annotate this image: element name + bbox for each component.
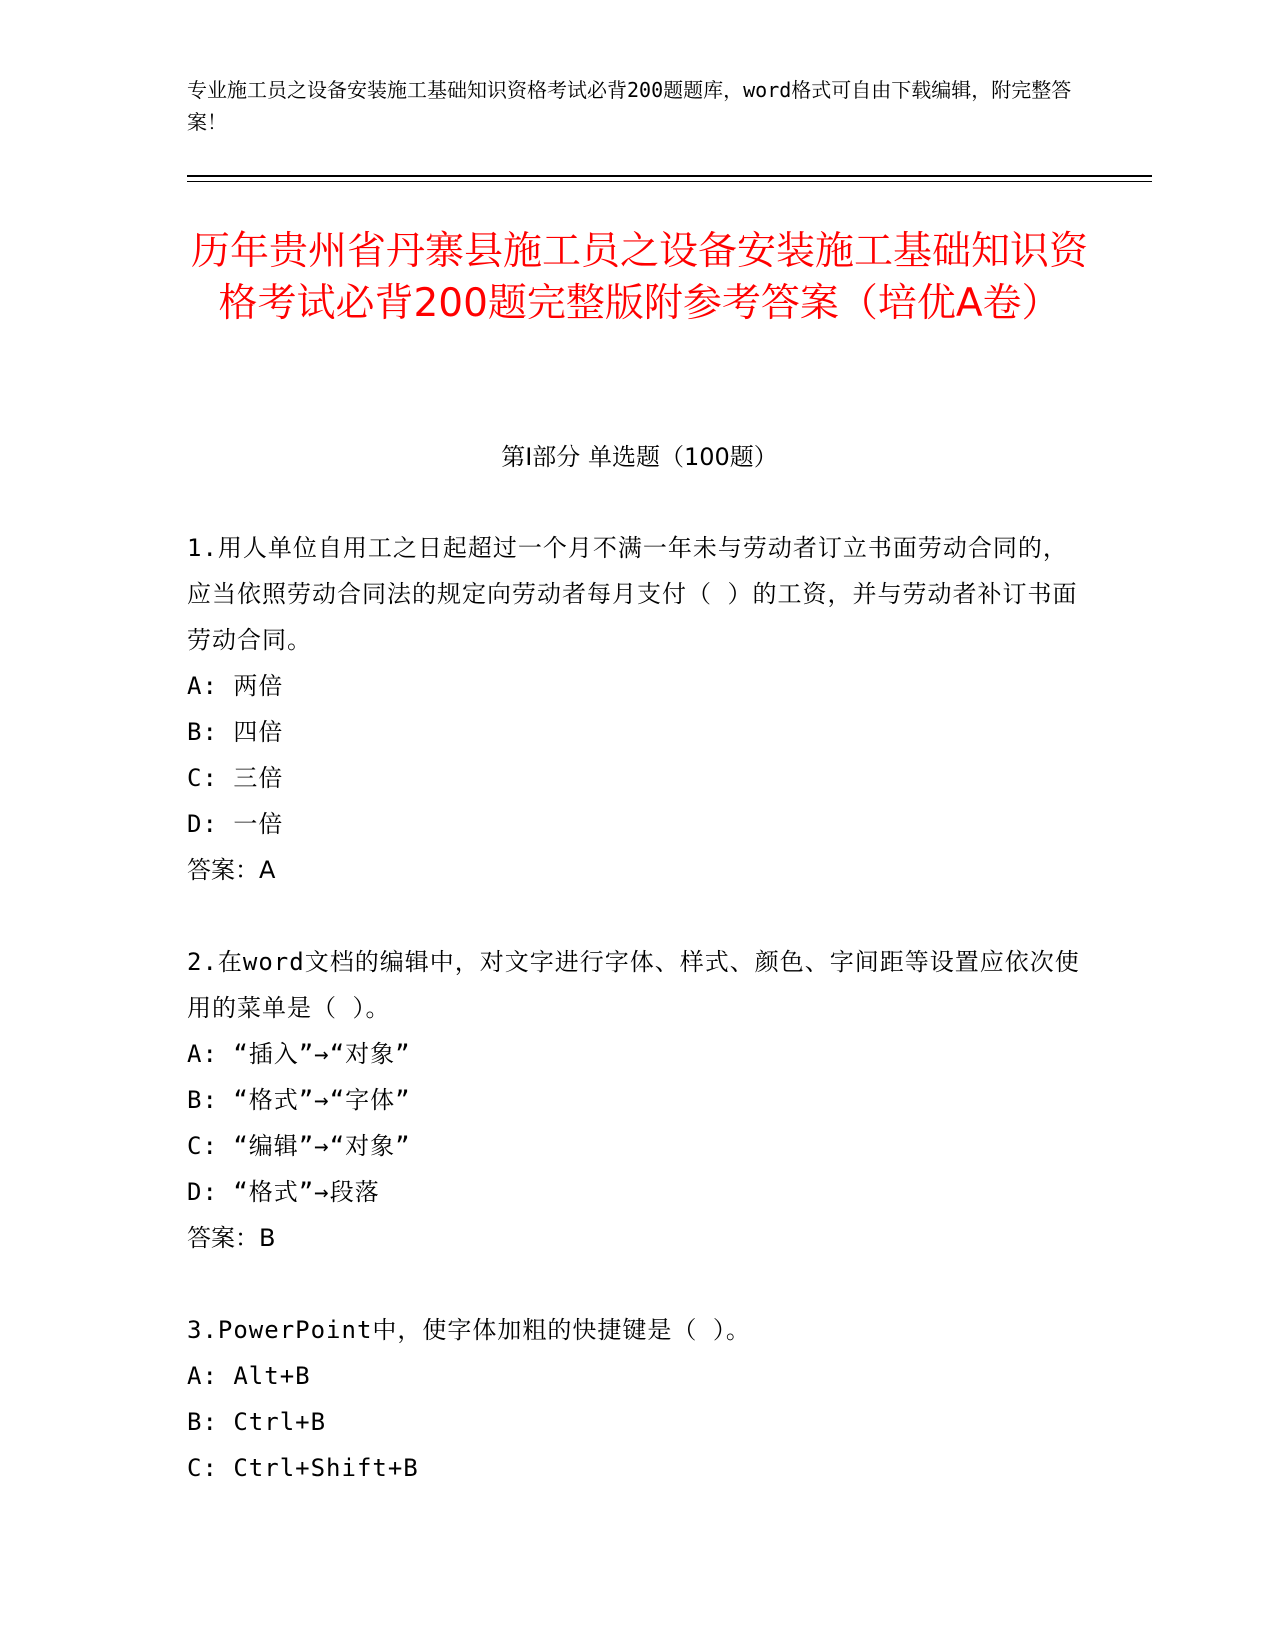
option-d: D: “格式”→段落 (187, 1178, 380, 1206)
header-note: 专业施工员之设备安装施工基础知识资格考试必背200题题库，word格式可自由下载编辑，附完整答案！ (187, 78, 1072, 134)
option-a: A: Alt+B (187, 1362, 311, 1390)
question-stem: 1.用人单位自用工之日起超过一个月不满一年未与劳动者订立书面劳动合同的，应当依照劳动合同法的规定向劳动者每月支付（ ）的工资，并与劳动者补订书面劳动合同。 (187, 534, 1078, 654)
answer: 答案：A (187, 856, 276, 884)
question-3 (187, 1307, 1087, 1491)
option-a: A: 两倍 (187, 672, 284, 700)
answer: 答案：B (187, 1224, 276, 1252)
option-d: D: 一倍 (187, 810, 284, 838)
question-2 (187, 939, 1087, 1261)
header-rule-thin (187, 181, 1152, 182)
option-c: C: Ctrl+Shift+B (187, 1454, 419, 1482)
question-stem: 3.PowerPoint中，使字体加粗的快捷键是（ ）。 (187, 1316, 751, 1344)
option-c: C: “编辑”→“对象” (187, 1132, 411, 1160)
option-b: B: “格式”→“字体” (187, 1086, 411, 1114)
question-list (187, 525, 1087, 1537)
question-stem: 2.在word文档的编辑中，对文字进行字体、样式、颜色、字间距等设置应依次使用的菜单是（ ）。 (187, 948, 1080, 1022)
document-title: 历年贵州省丹寨县施工员之设备安装施工基础知识资格考试必背200题完整版附参考答案（培优A卷） (190, 229, 1088, 326)
option-a: A: “插入”→“对象” (187, 1040, 411, 1068)
option-c: C: 三倍 (187, 764, 284, 792)
option-b: B: Ctrl+B (187, 1408, 327, 1436)
option-b: B: 四倍 (187, 718, 284, 746)
section-title: 第Ⅰ部分 单选题（100题） (501, 443, 778, 471)
header-rule-thick (187, 175, 1152, 177)
question-1 (187, 525, 1087, 893)
